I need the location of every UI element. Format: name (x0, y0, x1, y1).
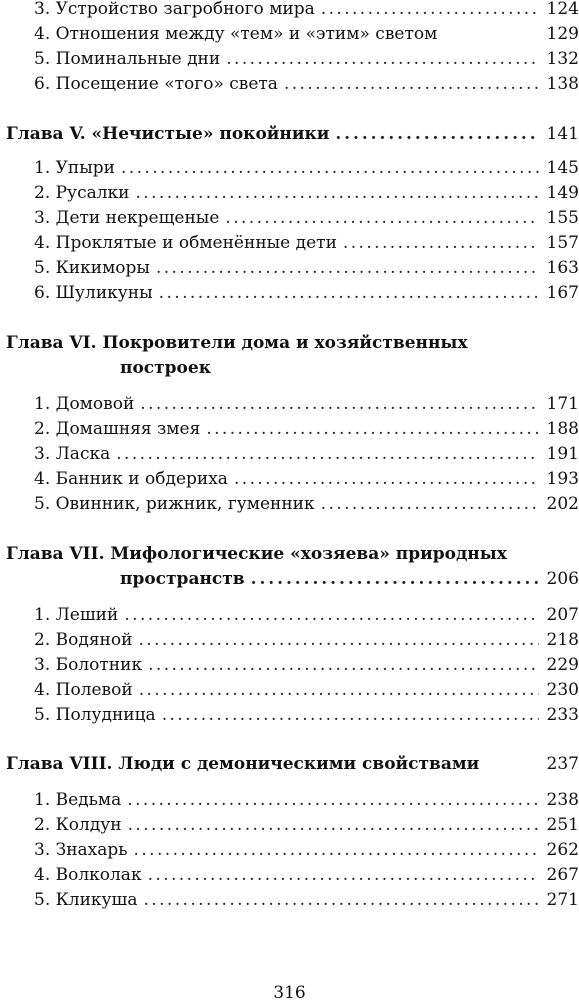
toc-entry (34, 704, 579, 726)
toc-entry (34, 679, 579, 701)
dot-leader (138, 629, 539, 651)
toc-entry-title: 5. Поминальные дни (34, 49, 221, 69)
toc-entry-title: 1. Упыри (34, 158, 115, 178)
toc-entry-title: 5. Овинник, рижник, гуменник (34, 494, 315, 514)
dot-leader (121, 157, 539, 179)
toc-chapter-heading (6, 332, 579, 354)
toc-entry (34, 814, 579, 836)
toc-entry-page: 262 (546, 840, 579, 860)
dot-leader (234, 468, 539, 490)
toc-entry (34, 282, 579, 304)
dot-leader (343, 232, 539, 254)
chapter-title: Глава VI. Покровители дома и хозяйственных (6, 333, 468, 353)
toc-entry (34, 443, 579, 465)
toc-entry (34, 207, 579, 229)
dot-leader (140, 393, 539, 415)
toc-entry (34, 468, 579, 490)
toc-entry-page: 191 (546, 444, 579, 464)
toc-chapter-heading-continuation (120, 568, 579, 590)
dot-leader (135, 182, 539, 204)
toc-entry-page: 229 (546, 655, 579, 675)
toc-entry-title: 4. Проклятые и обменённые дети (34, 233, 337, 253)
dot-leader (148, 654, 539, 676)
toc-chapter-heading (6, 753, 579, 775)
chapter-title-continued: пространств (120, 569, 245, 589)
toc-entry-title: 6. Посещение «того» света (34, 74, 278, 94)
toc-entry-title: 1. Ведьма (34, 790, 122, 810)
toc-entry-page: 202 (546, 494, 579, 514)
dot-leader (225, 207, 539, 229)
chapter-page: 206 (546, 569, 579, 589)
chapter-title-continued: построек (120, 358, 211, 378)
toc-entry (34, 257, 579, 279)
toc-entry-page: 124 (546, 0, 579, 19)
dot-leader (321, 493, 539, 515)
toc-entry (34, 839, 579, 861)
toc-chapter-heading-continuation (120, 357, 579, 379)
toc-entry (34, 418, 579, 440)
toc-entry-title: 2. Русалки (34, 183, 130, 203)
toc-entry (34, 0, 579, 20)
toc-entry-title: 1. Домовой (34, 394, 135, 414)
toc-entry-page: 145 (546, 158, 579, 178)
toc-entry-title: 3. Болотник (34, 655, 143, 675)
toc-entry (34, 493, 579, 515)
toc-entry (34, 629, 579, 651)
toc-chapter-heading (6, 123, 579, 145)
toc-entry-page: 218 (546, 630, 579, 650)
toc-entry-title: 1. Леший (34, 605, 119, 625)
dot-leader (284, 73, 539, 95)
toc-entry-title: 3. Ласка (34, 444, 111, 464)
toc-entry-title: 2. Колдун (34, 815, 122, 835)
chapter-title: Глава VIII. Люди с демоническими свойствами (6, 754, 480, 774)
toc-entry-title: 3. Знахарь (34, 840, 128, 860)
dot-leader (124, 604, 539, 626)
toc-entry (34, 889, 579, 911)
dot-leader (134, 839, 539, 861)
toc-entry-page: 233 (546, 705, 579, 725)
toc-entry-page: 167 (546, 283, 579, 303)
dot-leader (116, 443, 539, 465)
toc-entry-title: 4. Банник и обдериха (34, 469, 228, 489)
toc-entry-page: 238 (546, 790, 579, 810)
dot-leader (143, 889, 539, 911)
chapter-title: Глава V. «Нечистые» покойники (6, 124, 330, 144)
toc-entry-title: 4. Отношения между «тем» и «этим» светом (34, 24, 438, 44)
toc-entry (34, 864, 579, 886)
dot-leader (335, 123, 539, 145)
toc-entry-title: 5. Кликуша (34, 890, 138, 910)
toc-entry-page: 251 (546, 815, 579, 835)
toc-entry-page: 157 (546, 233, 579, 253)
toc-entry (34, 654, 579, 676)
chapter-page: 237 (546, 754, 579, 774)
toc-entry-title: 2. Водяной (34, 630, 133, 650)
toc-entry-title: 3. Устройство загробного мира (34, 0, 315, 19)
toc-entry-title: 5. Полудница (34, 705, 156, 725)
toc-entry-page: 138 (546, 74, 579, 94)
dot-leader (139, 679, 539, 701)
dot-leader (159, 282, 539, 304)
dot-leader (321, 0, 539, 20)
toc-entry-page: 230 (546, 680, 579, 700)
dot-leader (127, 789, 539, 811)
toc-entry (34, 157, 579, 179)
dot-leader (148, 864, 539, 886)
toc-entry-title: 6. Шуликуны (34, 283, 153, 303)
toc-entry-title: 4. Волколак (34, 865, 142, 885)
toc-entry-page: 163 (546, 258, 579, 278)
dot-leader (128, 814, 539, 836)
toc-entry-page: 155 (546, 208, 579, 228)
toc-entry-page: 149 (546, 183, 579, 203)
toc-entry (34, 604, 579, 626)
toc-entry (34, 23, 579, 45)
toc-entry (34, 393, 579, 415)
toc-entry (34, 48, 579, 70)
dot-leader (162, 704, 539, 726)
toc-entry-page: 193 (546, 469, 579, 489)
chapter-page: 141 (546, 124, 579, 144)
page-number: 316 (273, 983, 306, 1003)
toc-entry-page: 188 (546, 419, 579, 439)
toc-entry (34, 789, 579, 811)
toc-entry-title: 5. Кикиморы (34, 258, 150, 278)
chapter-title: Глава VII. Мифологические «хозяева» природных (6, 544, 507, 564)
dot-leader (226, 48, 539, 70)
dot-leader (206, 418, 539, 440)
toc-entry-page: 132 (546, 49, 579, 69)
toc-entry-page: 207 (546, 605, 579, 625)
toc-entry-page: 129 (546, 24, 579, 44)
toc-entry (34, 73, 579, 95)
toc-entry-page: 171 (546, 394, 579, 414)
toc-entry (34, 232, 579, 254)
toc-entry-title: 3. Дети некрещеные (34, 208, 220, 228)
toc-chapter-heading (6, 543, 579, 565)
dot-leader (251, 568, 539, 590)
toc-entry-page: 271 (546, 890, 579, 910)
toc-entry-page: 267 (546, 865, 579, 885)
toc-entry (34, 182, 579, 204)
toc-entry-title: 2. Домашняя змея (34, 419, 201, 439)
dot-leader (156, 257, 539, 279)
toc-entry-title: 4. Полевой (34, 680, 133, 700)
